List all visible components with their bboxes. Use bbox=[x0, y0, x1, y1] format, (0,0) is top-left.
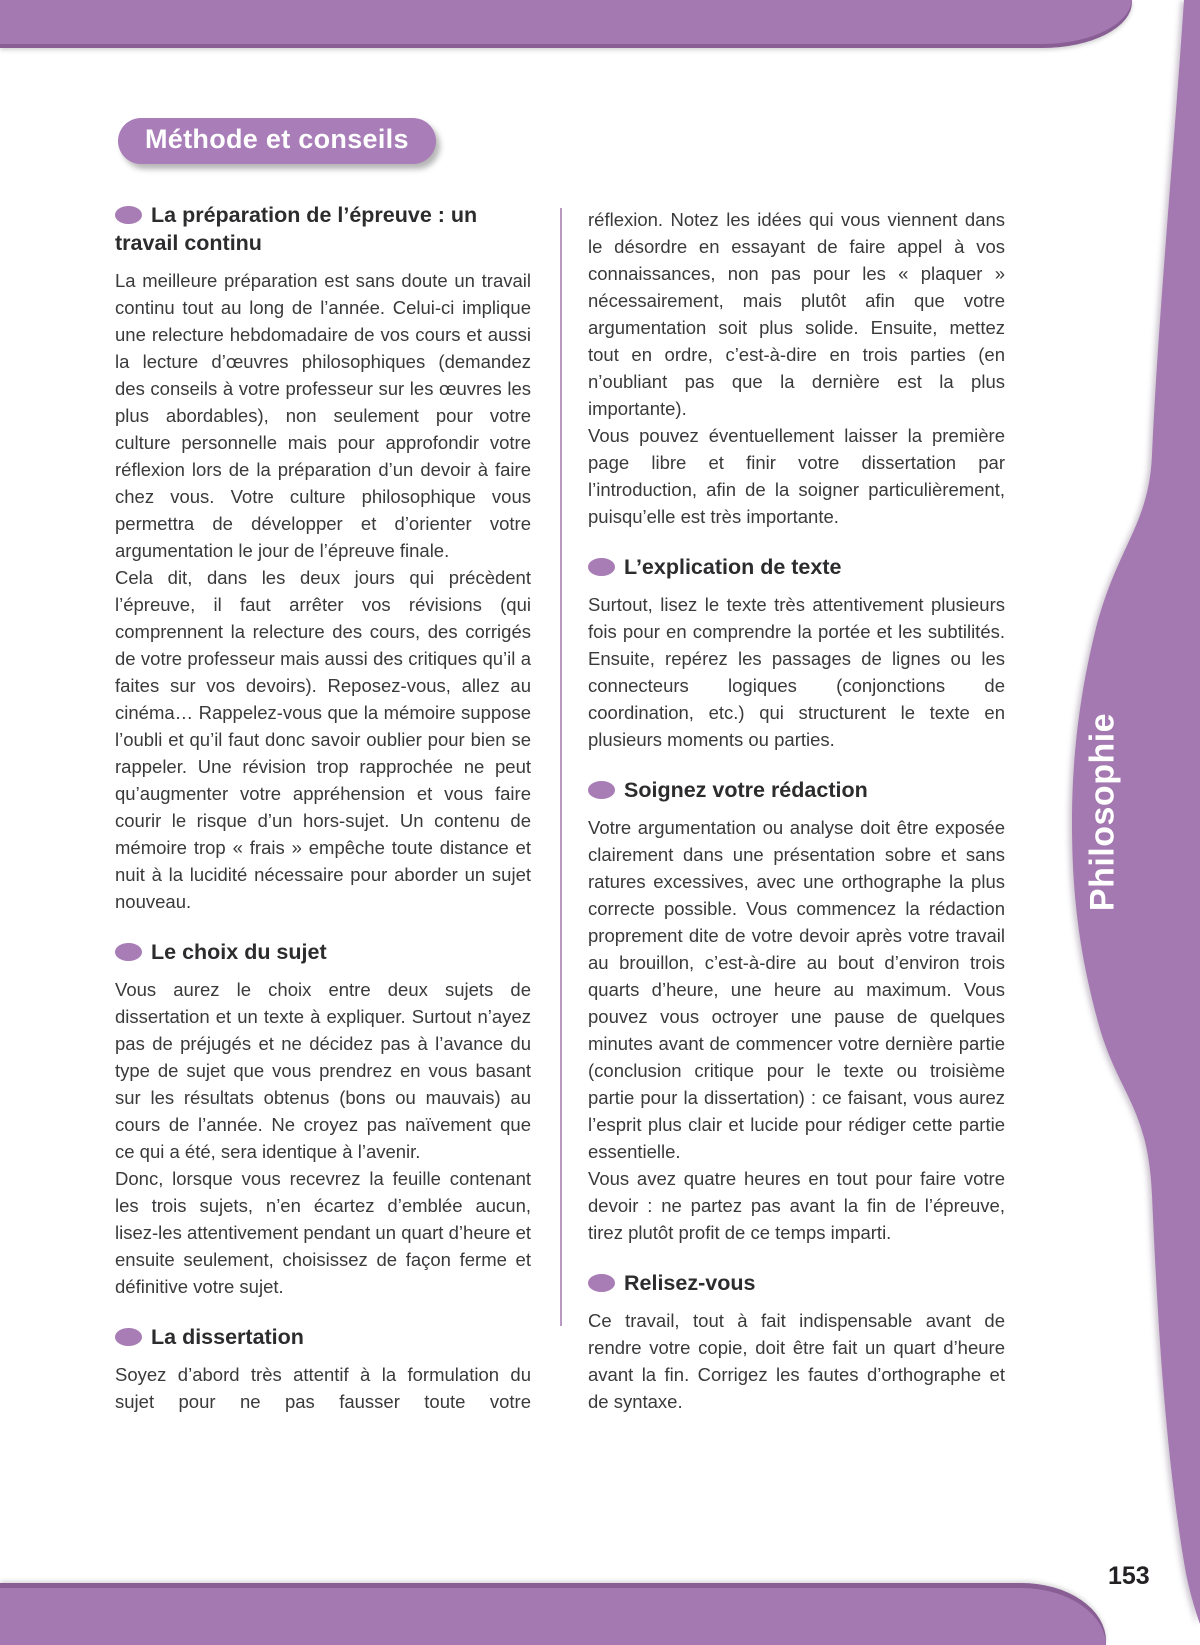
section-title-soignez-redaction bbox=[588, 777, 1005, 805]
paragraph: réflexion. Notez les idées qui vous viennent dans le désordre en essayant de faire appel à vos connaissances, non pas pour les « plaquer » nécessairement, mais plutôt afin que votre argumentation soit plus solide. Ensuite, mettez tout en ordre, c’est-à-dire en trois parties (en n’oubliant pas que la dernière est la plus importante). bbox=[588, 209, 1005, 419]
section-title-text: La dissertation bbox=[151, 1324, 304, 1349]
section-title-preparation bbox=[115, 202, 531, 258]
section-title-text: L’explication de texte bbox=[624, 555, 842, 579]
paragraph: Votre argumentation ou analyse doit être exposée clairement dans une présentation sobre et sans ratures excessives, avec une orthographe la plus correcte possible. Vous commencez la rédaction proprement dite de votre devoir après votre travail au brouillon, c’est-à-dire au bout d’environ trois quarts d’heure, une heure au maximum. Vous pouvez vous octroyer une pause de quelques minutes avant de commencer votre dernière partie (conclusion critique pour le texte ou troisième partie pour la dissertation) : ce faisant, vous aurez l’esprit plus clair et lucide pour rédiger cette partie essentielle. bbox=[588, 816, 1005, 1162]
section-title-relisez-vous bbox=[588, 1270, 1005, 1298]
paragraph: Vous pouvez éventuellement laisser la première page libre et finir votre dissertation par l’introduction, afin de la soigner particulièrement, puisqu’elle est très importante. bbox=[588, 425, 1005, 527]
right-column bbox=[588, 206, 1005, 1415]
section-bullet-icon bbox=[588, 1274, 615, 1292]
section-title-explication-texte bbox=[588, 554, 1005, 582]
left-column bbox=[115, 202, 531, 1415]
section-bullet-icon bbox=[588, 558, 615, 576]
paragraph: Surtout, lisez le texte très attentivement plusieurs fois pour en comprendre la portée et les subtilités. Ensuite, repérez les passages de lignes ou les connecteurs logiques (conjonctions de coordination, etc.) qui structurent le texte en plusieurs moments ou parties. bbox=[588, 593, 1005, 750]
bottom-border-bar bbox=[0, 1583, 1106, 1645]
paragraph: Soyez d’abord très attentif à la formulation du sujet pour ne pas fausser toute votre bbox=[115, 1363, 531, 1412]
method-badge: Méthode et conseils bbox=[118, 118, 436, 164]
section-title-text: Le choix du sujet bbox=[151, 939, 327, 964]
section-bullet-icon bbox=[115, 206, 142, 224]
section-bullet-icon bbox=[115, 943, 142, 961]
section-bullet-icon bbox=[588, 781, 615, 799]
section-title-choix-sujet bbox=[115, 939, 531, 967]
section-title-dissertation bbox=[115, 1324, 531, 1352]
top-border-bar bbox=[0, 0, 1132, 48]
section-title-text: Soignez votre rédaction bbox=[624, 777, 868, 802]
paragraph: La meilleure préparation est sans doute un travail continu tout au long de l’année. Celui-ci implique une relecture hebdomadaire de vos cours et aussi la lecture d’œuvres philosophiques (demandez des conseils à votre professeur sur les œuvres les plus abordables), non seulement pour votre culture personnelle mais pour approfondir votre réflexion lors de la préparation d’un devoir à faire chez vous. Votre culture philosophique vous permettra de développer et d’orienter votre argumentation le jour de l’épreuve finale. bbox=[115, 269, 531, 561]
side-tab-philosophie: Philosophie bbox=[1083, 712, 1122, 912]
paragraph: Donc, lorsque vous recevrez la feuille contenant les trois sujets, n’en écartez d’emblée aucun, lisez-les attentivement pendant un quart d’heure et ensuite seulement, choisissez de façon ferme et définitive votre sujet. bbox=[115, 1167, 531, 1297]
paragraph: Vous aurez le choix entre deux sujets de dissertation et un texte à expliquer. Surtout n’ayez pas de préjugés et ne décidez pas à l’avance du type de sujet que vous prendrez en vous basant sur les résultats obtenus (bons ou mauvais) au cours de l’année. Ne croyez pas naïvement que ce qui a été, sera identique à l’avenir. bbox=[115, 978, 531, 1162]
column-divider bbox=[560, 208, 562, 1326]
paragraph: Ce travail, tout à fait indispensable avant de rendre votre copie, doit être fait un quart d’heure avant la fin. Corrigez les fautes d’orthographe et de syntaxe. bbox=[588, 1309, 1005, 1412]
paragraph: Vous avez quatre heures en tout pour faire votre devoir : ne partez pas avant la fin de l’épreuve, tirez plutôt profit de ce temps imparti. bbox=[588, 1167, 1005, 1243]
section-title-text: Relisez-vous bbox=[624, 1270, 756, 1295]
section-bullet-icon bbox=[115, 1328, 142, 1346]
page-number: 153 bbox=[1108, 1562, 1150, 1590]
paragraph: Cela dit, dans les deux jours qui précèdent l’épreuve, il faut arrêter vos révisions (qui comprennent la relecture des cours, des corrigés de votre professeur mais aussi des critiques qu’il a faites sur vos devoirs). Reposez-vous, allez au cinéma… Rappelez-vous que la mémoire suppose l’oubli et qu’il faut donc savoir oublier pour bien se rappeler. Une révision trop rapprochée ne peut qu’augmenter votre appréhension et vous faire courir le risque d’un hors-sujet. Un contenu de mémoire trop « frais » empêche toute distance et nuit à la lucidité nécessaire pour aborder un sujet nouveau. bbox=[115, 566, 531, 912]
section-title-text: La préparation de l’épreuve : un travail continu bbox=[115, 203, 478, 255]
